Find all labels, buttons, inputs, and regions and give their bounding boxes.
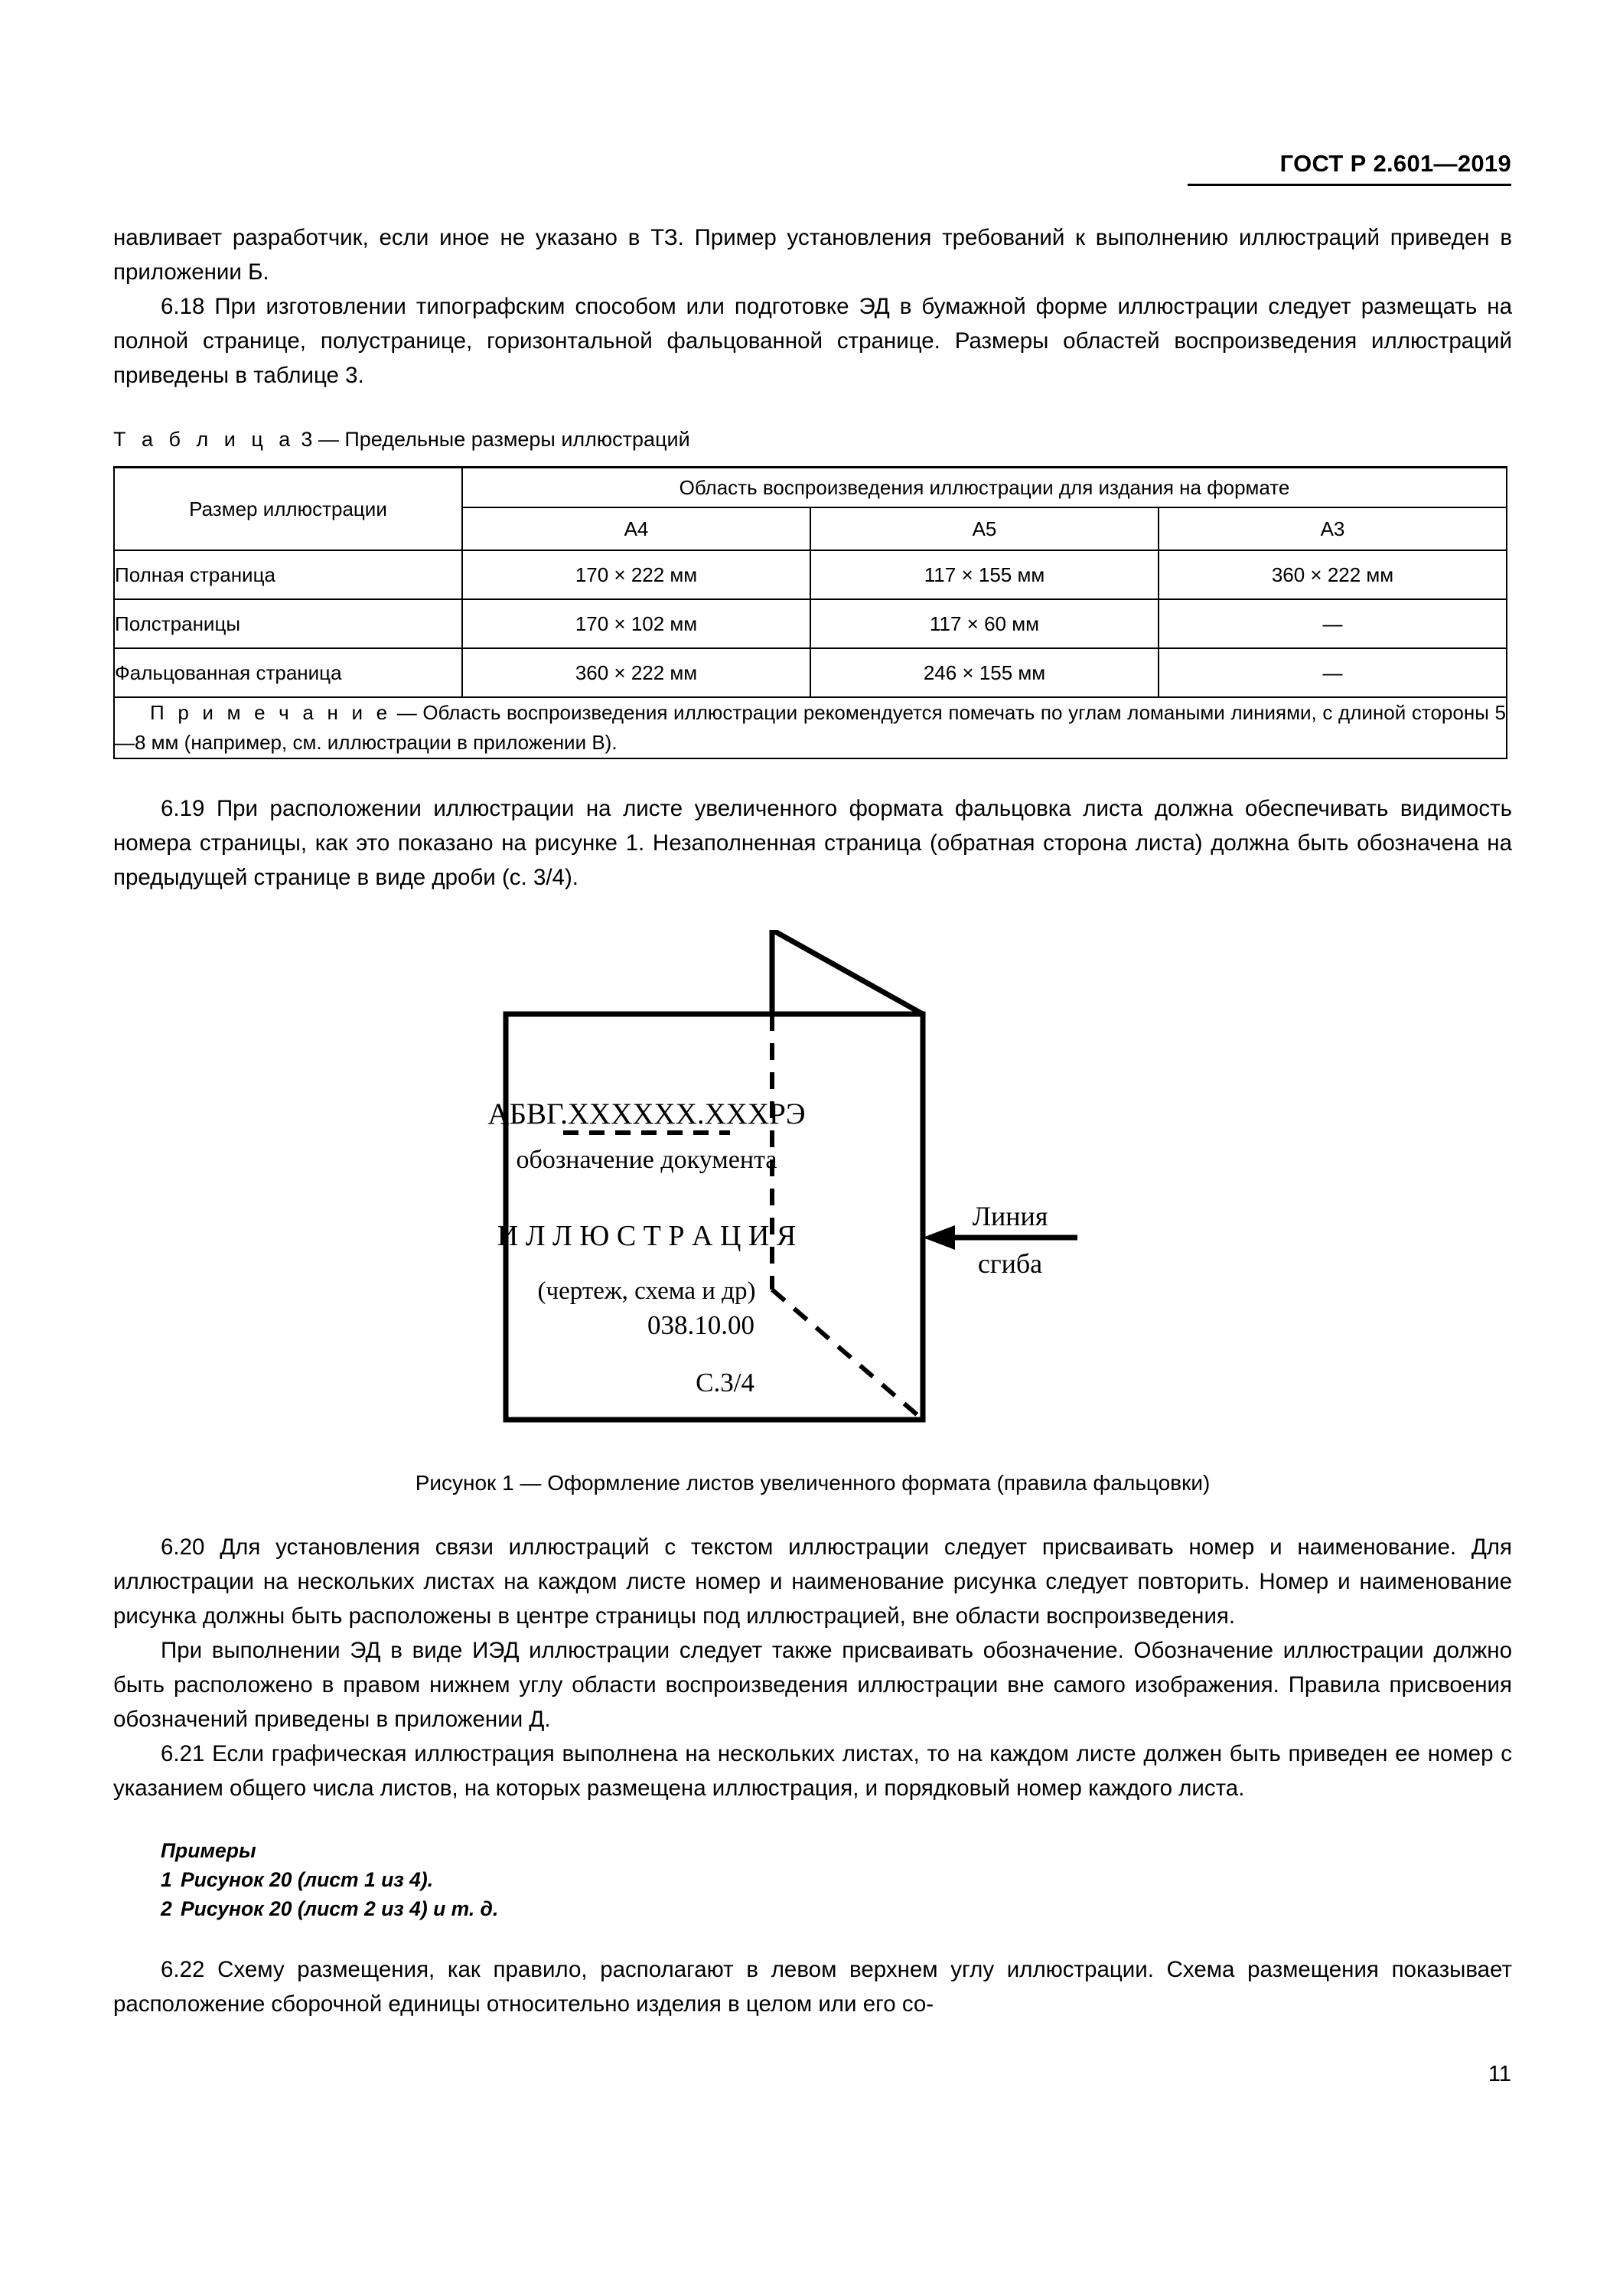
table-3-caption xyxy=(113,426,1512,452)
figure-illustration-word: И Л Л Ю С Т Р А Ц И Я xyxy=(497,1220,797,1252)
table-note-text: — Область воспроизведения иллюстрации рекомендуется помечать по углам ломаными линиями, с длиной стороны 5—8 мм (например, см. иллюстрации в приложении В). xyxy=(115,701,1506,754)
table-header-format-a4: А4 xyxy=(462,507,810,550)
example-number: 2 xyxy=(161,1897,172,1920)
table-header-format-a5: А5 xyxy=(810,507,1159,550)
row-value-a5: 117 × 155 мм xyxy=(810,550,1159,599)
row-value-a5: 246 × 155 мм xyxy=(810,648,1159,697)
paragraph-6-18: 6.18 При изготовлении типографским способом или подготовке ЭД в бумажной форме иллюстрации следует размещать на полной странице, полустранице, горизонтальной фальцованной странице. Размеры областей воспроизведения иллюстраций приведены в таблице 3. xyxy=(113,294,1512,388)
paragraph-6-19: 6.19 При расположении иллюстрации на листе увеличенного формата фальцовка листа должна обеспечивать видимость номера страницы, как это показано на рисунке 1. Незаполненная страница (обратная сторона листа) должна быть обозначена на предыдущей странице в виде дроби (с. 3/4). xyxy=(113,796,1512,890)
paragraph-ied: При выполнении ЭД в виде ИЭД иллюстрации следует также присваивать обозначение. Обозначение иллюстрации должно быть расположено в правом нижнем углу области воспроизведения иллюстрации вне самого изображения. Правила присвоения обозначений приведены в приложении Д. xyxy=(113,1638,1512,1732)
row-value-a4: 360 × 222 мм xyxy=(462,648,810,697)
examples-title: Примеры xyxy=(161,1839,256,1862)
page-content xyxy=(113,220,1512,2021)
examples-block xyxy=(161,1836,1512,1923)
table-note-cell xyxy=(114,697,1507,758)
table-header-size: Размер иллюстрации xyxy=(114,468,462,551)
paragraph-6-20: 6.20 Для установления связи иллюстраций с текстом иллюстрации следует присваивать номер и наименование. Для иллюстрации на нескольких листах на каждом листе номер и наименование рисунка следует повторить. Номер и наименование рисунка должны быть расположены в центре страницы под иллюстрацией, вне области воспроизведения. xyxy=(113,1534,1512,1629)
figure-doc-code: АБВГ.ХХХХХХ.ХХХРЭ xyxy=(487,1097,806,1130)
table-caption-label: Т а б л и ц а xyxy=(113,428,295,451)
table-note-row xyxy=(114,697,1507,758)
figure-doc-code-label: обозначение документа xyxy=(516,1146,777,1174)
row-label: Полная страница xyxy=(114,550,462,599)
fold-label-line2: сгиба xyxy=(977,1248,1043,1279)
example-number: 1 xyxy=(161,1868,172,1891)
example-text: Рисунок 20 (лист 1 из 4). xyxy=(181,1868,434,1891)
figure-designation: 038.10.00 xyxy=(647,1310,754,1340)
table-caption-text: 3 — Предельные размеры иллюстраций xyxy=(301,428,690,451)
row-value-a3: — xyxy=(1159,599,1507,648)
figure-1-caption: Рисунок 1 — Оформление листов увеличенного формата (правила фальцовки) xyxy=(415,1471,1211,1495)
page-header-standard-number: ГОСТ Р 2.601—2019 xyxy=(1279,150,1511,177)
row-label: Полстраницы xyxy=(114,599,462,648)
paragraph-continued: навливает разработчик, если иное не указано в ТЗ. Пример установления требований к выполнению иллюстраций приведен в приложении Б. xyxy=(113,225,1512,285)
table-row xyxy=(114,599,1507,648)
fold-diagonal-dashed xyxy=(772,1290,923,1420)
row-value-a4: 170 × 102 мм xyxy=(462,599,810,648)
table-3-illustration-sizes xyxy=(113,466,1507,759)
flap-diagonal-edge xyxy=(772,930,923,1014)
table-row xyxy=(114,648,1507,697)
table-row xyxy=(114,550,1507,599)
row-value-a3: — xyxy=(1159,648,1507,697)
example-item xyxy=(161,1865,1512,1894)
example-item xyxy=(161,1894,1512,1923)
figure-illustration-sub: (чертеж, схема и др) xyxy=(537,1277,756,1305)
row-value-a3: 360 × 222 мм xyxy=(1159,550,1507,599)
figure-1-fold-diagram xyxy=(113,930,1512,1466)
paragraph-6-21: 6.21 Если графическая иллюстрация выполнена на нескольких листах, то на каждом листе должен быть приведен ее номер с указанием общего числа листов, на которых размещена иллюстрация, и порядковый номер каждого листа. xyxy=(113,1741,1512,1801)
fold-arrow-head xyxy=(923,1225,955,1250)
header-rule xyxy=(1188,184,1511,186)
table-header-row-1 xyxy=(114,468,1507,508)
page-number: 11 xyxy=(1488,2062,1511,2086)
example-text: Рисунок 20 (лист 2 из 4) и т. д. xyxy=(181,1897,499,1920)
paragraph-6-22: 6.22 Схему размещения, как правило, располагают в левом верхнем углу иллюстрации. Схема размещения показывает расположение сборочной единицы относительно изделия в целом или его со- xyxy=(113,1957,1512,2017)
row-label: Фальцованная страница xyxy=(114,648,462,697)
table-header-area: Область воспроизведения иллюстрации для издания на формате xyxy=(462,468,1507,508)
figure-1-svg xyxy=(113,930,1512,1466)
row-value-a4: 170 × 222 мм xyxy=(462,550,810,599)
sheet-outline xyxy=(506,1014,923,1420)
figure-page-fraction: С.3/4 xyxy=(696,1368,754,1397)
fold-label-line1: Линия xyxy=(972,1201,1048,1231)
table-note-label: П р и м е ч а н и е xyxy=(150,701,392,724)
row-value-a5: 117 × 60 мм xyxy=(810,599,1159,648)
table-header-format-a3: А3 xyxy=(1159,507,1507,550)
